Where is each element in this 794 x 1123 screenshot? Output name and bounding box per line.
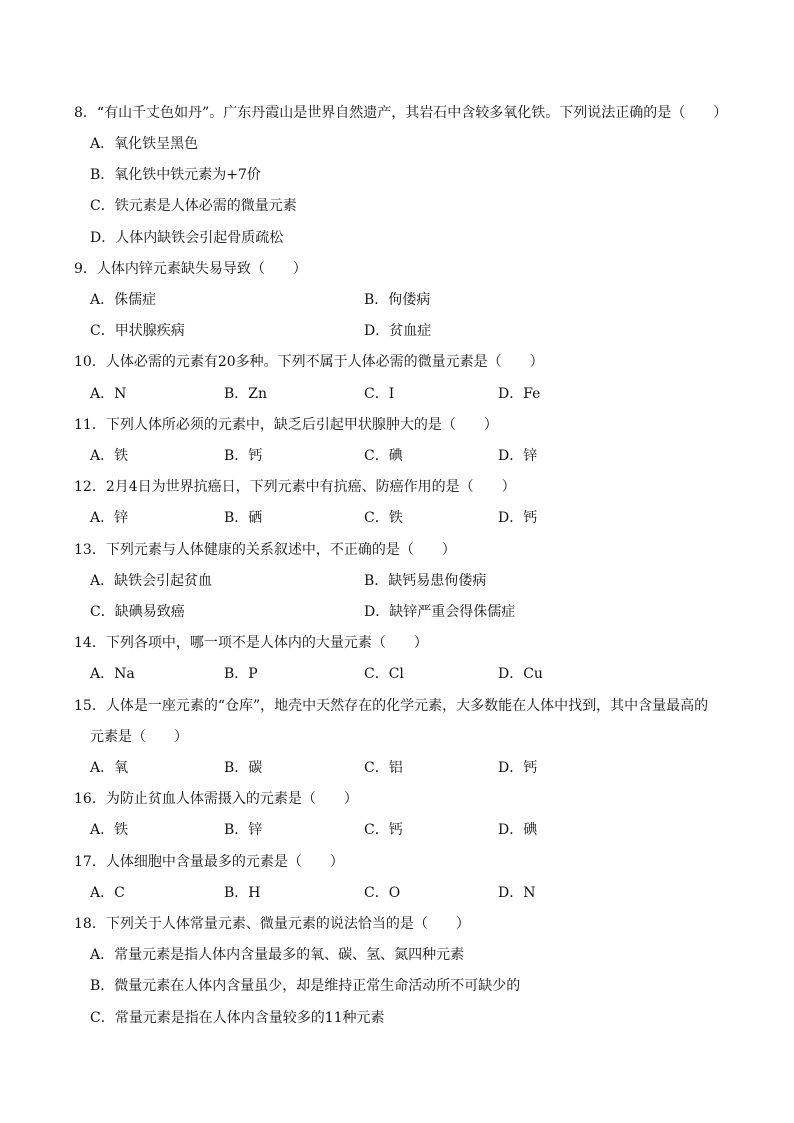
question-8-option-d: D．人体内缺铁会引起骨质疏松 xyxy=(90,230,284,246)
question-13-option-c: C．缺碘易致癌 xyxy=(90,604,185,620)
question-16-option-d: D．碘 xyxy=(498,822,538,838)
question-10-option-d: D．Fe xyxy=(498,386,541,402)
question-18-option-a: A．常量元素是指人体内含量最多的氧、碳、氢、氮四种元素 xyxy=(90,947,465,963)
question-9-option-c: C．甲状腺疾病 xyxy=(90,323,185,339)
question-18-stem: 18．下列关于人体常量元素、微量元素的说法恰当的是（ ） xyxy=(74,916,470,932)
question-12-option-b: B．硒 xyxy=(224,510,263,526)
question-15-option-a: A．氧 xyxy=(90,760,129,776)
question-16-option-c: C．钙 xyxy=(364,822,403,838)
question-11-stem: 11．下列人体所必须的元素中，缺乏后引起甲状腺肿大的是（ ） xyxy=(74,417,498,433)
question-11-option-d: D．锌 xyxy=(498,448,538,464)
question-9-option-d: D．贫血症 xyxy=(364,323,432,339)
question-14-option-a: A．Na xyxy=(90,666,135,682)
question-14-option-b: B．P xyxy=(224,666,258,682)
question-18-option-c: C．常量元素是指在人体内含量较多的11种元素 xyxy=(90,1010,385,1026)
question-10-stem: 10．人体必需的元素有20多种。下列不属于人体必需的微量元素是（ ） xyxy=(74,354,544,370)
question-11-option-a: A．铁 xyxy=(90,448,129,464)
question-17-option-c: C．O xyxy=(364,885,401,901)
question-8-option-b: B．氧化铁中铁元素为+7价 xyxy=(90,167,261,183)
question-9-option-a: A．侏儒症 xyxy=(90,292,157,308)
question-17-option-a: A．C xyxy=(90,885,125,901)
question-12-stem: 12．2月4日为世界抗癌日，下列元素中有抗癌、防癌作用的是（ ） xyxy=(74,479,516,495)
question-15-option-d: D．钙 xyxy=(498,760,538,776)
question-16-option-b: B．锌 xyxy=(224,822,263,838)
question-13-option-b: B．缺钙易患佝偻病 xyxy=(364,573,487,589)
question-13-stem: 13．下列元素与人体健康的关系叙述中，不正确的是（ ） xyxy=(74,542,456,558)
question-14-stem: 14．下列各项中，哪一项不是人体内的大量元素（ ） xyxy=(74,635,428,651)
question-10-option-c: C．I xyxy=(364,386,395,402)
question-16-option-a: A．铁 xyxy=(90,822,129,838)
question-12-option-a: A．锌 xyxy=(90,510,129,526)
question-15-option-c: C．铝 xyxy=(364,760,403,776)
question-10-option-a: A．N xyxy=(90,386,127,402)
question-17-option-b: B．H xyxy=(224,885,261,901)
question-14-option-d: D．Cu xyxy=(498,666,543,682)
question-13-option-d: D．缺锌严重会得侏儒症 xyxy=(364,604,516,620)
question-18-option-b: B．微量元素在人体内含量虽少，却是维持正常生命活动所不可缺少的 xyxy=(90,978,521,994)
question-9-stem: 9．人体内锌元素缺失易导致（ ） xyxy=(74,261,307,277)
question-17-option-d: D．N xyxy=(498,885,536,901)
question-15-stem: 15．人体是一座元素的“仓库”，地壳中天然存在的化学元素，大多数能在人体中找到，其中含量最高的 xyxy=(74,698,709,714)
question-11-option-b: B．钙 xyxy=(224,448,263,464)
question-15-option-b: B．碳 xyxy=(224,760,263,776)
question-8-option-a: A．氧化铁呈黑色 xyxy=(90,136,199,152)
question-13-option-a: A．缺铁会引起贫血 xyxy=(90,573,213,589)
question-8-option-c: C．铁元素是人体必需的微量元素 xyxy=(90,198,297,214)
question-14-option-c: C．Cl xyxy=(364,666,404,682)
question-11-option-c: C．碘 xyxy=(364,448,403,464)
question-12-option-c: C．铁 xyxy=(364,510,403,526)
question-15-stem-continued: 元素是（ ） xyxy=(90,729,188,745)
question-8-stem: 8．“有山千丈色如丹”。广东丹霞山是世界自然遗产，其岩石中含较多氧化铁。下列说法正确的是（ ） xyxy=(74,105,728,121)
question-10-option-b: B．Zn xyxy=(224,386,268,402)
question-12-option-d: D．钙 xyxy=(498,510,538,526)
question-16-stem: 16．为防止贫血人体需摄入的元素是（ ） xyxy=(74,791,358,807)
question-17-stem: 17．人体细胞中含量最多的元素是（ ） xyxy=(74,854,344,870)
question-9-option-b: B．佝偻病 xyxy=(364,292,431,308)
